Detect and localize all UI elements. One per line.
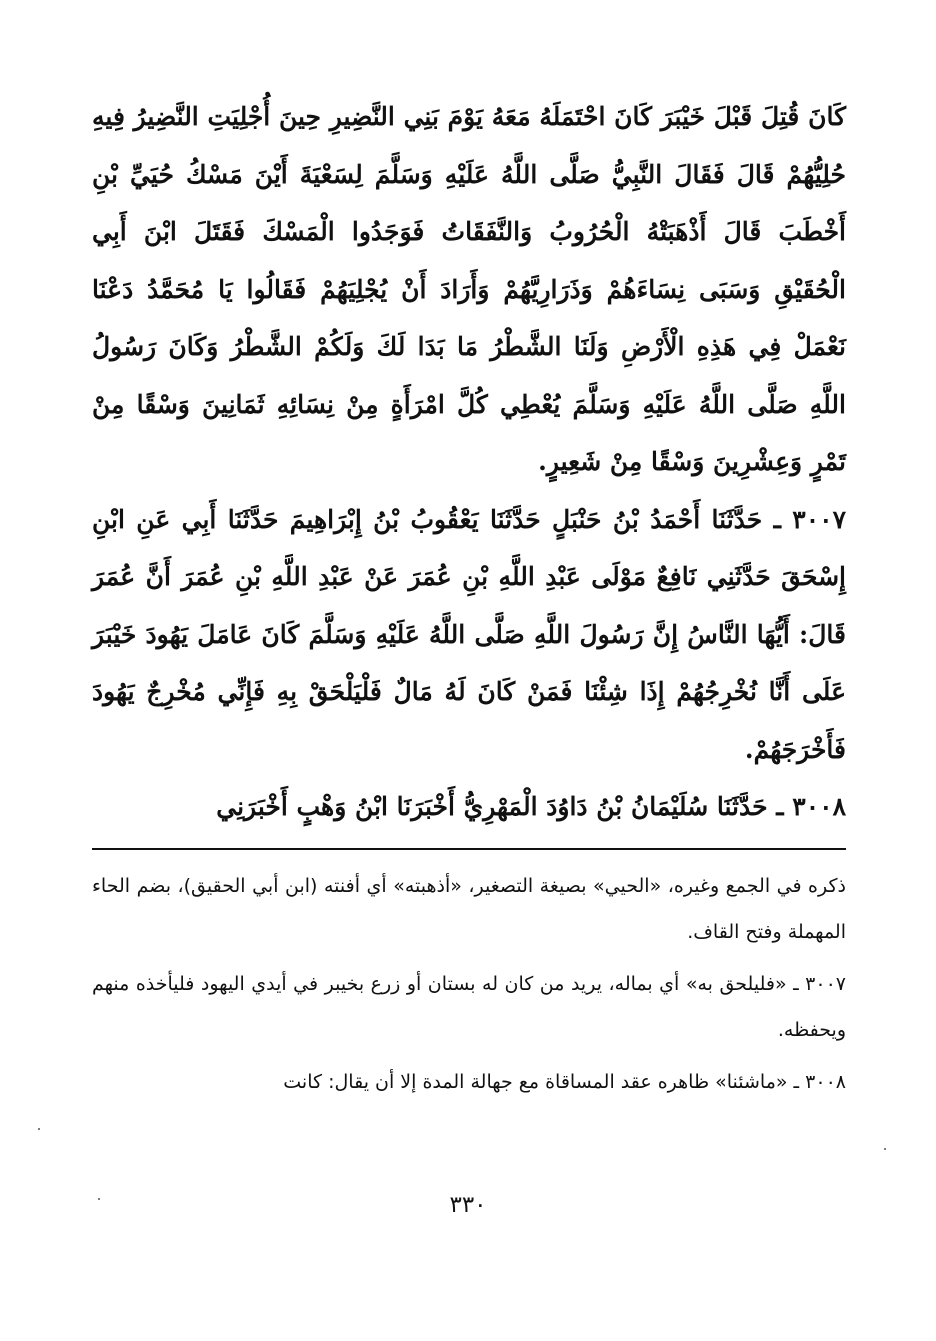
hadith-paragraph-3008: ٣٠٠٨ ـ حَدَّثَنَا سُلَيْمَانُ بْنُ دَاوُدَ الْمَهْرِيُّ أَخْبَرَنَا ابْنُ وَهْبٍ أَخْبَرَنِي	[216, 792, 846, 821]
scan-speck	[38, 1128, 40, 1130]
footnotes-block	[92, 863, 846, 1111]
main-text-block	[92, 88, 846, 836]
scan-speck	[98, 1198, 100, 1200]
page-number: ٣٣٠	[449, 1192, 487, 1218]
hadith-paragraph-continuation: كَانَ قُتِلَ قَبْلَ خَيْبَرَ كَانَ احْتَمَلَهُ مَعَهُ يَوْمَ بَنِي النَّضِيرِ حِينَ أُجْلِيَتِ النَّضِيرُ فِيهِ حُلِيُّهُمْ قَالَ فَقَالَ النَّبِيُّ صَلَّى اللَّهُ عَلَيْهِ وَسَلَّمَ لِسَعْيَةَ أَيْنَ مَسْكُ حُيَيِّ بْنِ أَخْطَبَ قَالَ أَذْهَبَتْهُ الْحُرُوبُ وَالنَّفَقَاتُ فَوَجَدُوا الْمَسْكَ فَقَتَلَ ابْنَ أَبِي الْحُقَيْقِ وَسَبَى نِسَاءَهُمْ وَذَرَارِيَّهُمْ وَأَرَادَ أَنْ يُجْلِيَهُمْ فَقَالُوا يَا مُحَمَّدُ دَعْنَا نَعْمَلْ فِي هَذِهِ الْأَرْضِ وَلَنَا الشَّطْرُ مَا بَدَا لَكَ وَلَكُمْ الشَّطْرُ وَكَانَ رَسُولُ اللَّهِ صَلَّى اللَّهُ عَلَيْهِ وَسَلَّمَ يُعْطِي كُلَّ امْرَأَةٍ مِنْ نِسَائِهِ ثَمَانِينَ وَسْقًا مِنْ تَمْرٍ وَعِشْرِينَ وَسْقًا مِنْ شَعِيرٍ.	[92, 102, 846, 476]
hadith-paragraph-3007: ٣٠٠٧ ـ حَدَّثَنَا أَحْمَدُ بْنُ حَنْبَلٍ حَدَّثَنَا يَعْقُوبُ بْنُ إِبْرَاهِيمَ حَدَّثَنَا أَبِي عَنِ ابْنِ إِسْحَقَ حَدَّثَنِي نَافِعٌ مَوْلَى عَبْدِ اللَّهِ بْنِ عُمَرَ عَنْ عَبْدِ اللَّهِ بْنِ عُمَرَ أَنَّ عُمَرَ قَالَ: أَيُّهَا النَّاسُ إِنَّ رَسُولَ اللَّهِ صَلَّى اللَّهُ عَلَيْهِ وَسَلَّمَ كَانَ عَامَلَ يَهُودَ خَيْبَرَ عَلَى أَنَّا نُخْرِجُهُمْ إِذَا شِئْنَا فَمَنْ كَانَ لَهُ مَالٌ فَلْيَلْحَقْ بِهِ فَإِنِّي مُخْرِجٌ يَهُودَ فَأَخْرَجَهُمْ.	[92, 504, 846, 764]
footnote-3007: ٣٠٠٧ ـ «فليلحق به» أي بماله، يريد من كان له بستان أو زرع بخيبر في أيدي اليهود فليأخذه منهم ويحفظه.	[92, 973, 846, 1041]
footnote-3008: ٣٠٠٨ ـ «ماشئنا» ظاهره عقد المساقاة مع جهالة المدة إلا أن يقال: كانت	[283, 1071, 846, 1093]
footnote-divider	[92, 848, 846, 850]
scan-speck	[884, 1148, 886, 1150]
footnote: ذكره في الجمع وغيره، «الحيي» بصيغة التصغير، «أذهبته» أي أفنته (ابن أبي الحقيق)، بضم الحاء المهملة وفتح القاف.	[92, 875, 846, 943]
